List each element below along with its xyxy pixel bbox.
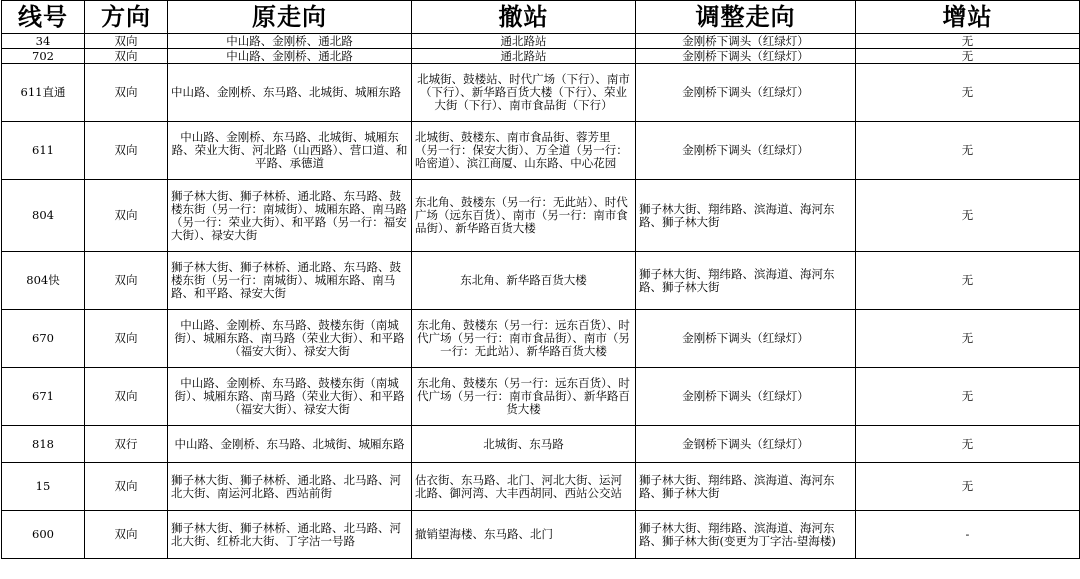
cell-added-stops: 无	[856, 426, 1080, 463]
cell-added-stops: 无	[856, 310, 1080, 368]
cell-original-route: 中山路、金刚桥、东马路、鼓楼东街（南城街）、城厢东路、南马路（荣业大街）、和平路（福安大街）、禄安大街	[168, 368, 412, 426]
cell-direction: 双行	[85, 426, 168, 463]
cell-adjusted-route: 金刚桥下调头（红绿灯）	[636, 49, 856, 64]
cell-added-stops: 无	[856, 180, 1080, 252]
cell-adjusted-route: 金刚桥下调头（红绿灯）	[636, 122, 856, 180]
cell-original-route: 中山路、金刚桥、东马路、鼓楼东街（南城街）、城厢东路、南马路（荣业大街）、和平路（福安大街）、禄安大街	[168, 310, 412, 368]
cell-direction: 双向	[85, 310, 168, 368]
table-row	[2, 34, 1080, 49]
cell-line: 702	[2, 49, 85, 64]
cell-original-route: 中山路、金刚桥、东马路、北城街、城厢东路、荣业大街、河北路（山西路）、营口道、和平路、承德道	[168, 122, 412, 180]
table-row	[2, 252, 1080, 310]
cell-added-stops: -	[856, 511, 1080, 559]
cell-removed-stops: 东北角、鼓楼东（另一行：远东百货）、时代广场（另一行：南市食品街）、新华路百货大楼	[412, 368, 636, 426]
cell-added-stops: 无	[856, 463, 1080, 511]
table-row	[2, 511, 1080, 559]
cell-adjusted-route: 狮子林大街、翔纬路、滨海道、海河东路、狮子林大街	[636, 252, 856, 310]
cell-direction: 双向	[85, 64, 168, 122]
table-row	[2, 368, 1080, 426]
cell-removed-stops: 东北角、鼓楼东（另一行：无此站）、时代广场（远东百货）、南市（另一行：南市食品街）、新华路百货大楼	[412, 180, 636, 252]
cell-adjusted-route: 狮子林大街、翔纬路、滨海道、海河东路、狮子林大街	[636, 463, 856, 511]
table-row	[2, 426, 1080, 463]
table-row	[2, 49, 1080, 64]
table-row	[2, 122, 1080, 180]
cell-direction: 双向	[85, 511, 168, 559]
cell-added-stops: 无	[856, 64, 1080, 122]
cell-adjusted-route: 狮子林大街、翔纬路、滨海道、海河东路、狮子林大街(变更为丁字沽-望海楼)	[636, 511, 856, 559]
cell-original-route: 中山路、金刚桥、东马路、北城街、城厢东路	[168, 426, 412, 463]
cell-line: 611	[2, 122, 85, 180]
table-row	[2, 64, 1080, 122]
cell-line: 671	[2, 368, 85, 426]
cell-adjusted-route: 金钢桥下调头（红绿灯）	[636, 426, 856, 463]
cell-added-stops: 无	[856, 252, 1080, 310]
cell-line: 600	[2, 511, 85, 559]
cell-removed-stops: 估衣街、东马路、北门、河北大街、运河北路、御河湾、大丰西胡同、西站公交站	[412, 463, 636, 511]
cell-direction: 双向	[85, 180, 168, 252]
cell-adjusted-route: 金刚桥下调头（红绿灯）	[636, 368, 856, 426]
cell-adjusted-route: 金刚桥下调头（红绿灯）	[636, 310, 856, 368]
cell-direction: 双向	[85, 122, 168, 180]
header-row	[2, 1, 1080, 34]
cell-original-route: 狮子林大街、狮子林桥、通北路、北马路、河北大街、南运河北路、西站前街	[168, 463, 412, 511]
cell-removed-stops: 撤销望海楼、东马路、北门	[412, 511, 636, 559]
cell-line: 15	[2, 463, 85, 511]
cell-original-route: 中山路、金刚桥、通北路	[168, 34, 412, 49]
cell-adjusted-route: 金刚桥下调头（红绿灯）	[636, 64, 856, 122]
header-line-number: 线号	[2, 1, 85, 34]
cell-adjusted-route: 金刚桥下调头（红绿灯）	[636, 34, 856, 49]
cell-original-route: 中山路、金刚桥、通北路	[168, 49, 412, 64]
header-original-route: 原走向	[168, 1, 412, 34]
cell-line: 670	[2, 310, 85, 368]
table-row	[2, 310, 1080, 368]
cell-direction: 双向	[85, 368, 168, 426]
cell-line: 804	[2, 180, 85, 252]
cell-direction: 双向	[85, 252, 168, 310]
cell-removed-stops: 东北角、鼓楼东（另一行：远东百货）、时代广场（另一行：南市食品街）、南市（另一行：无此站）、新华路百货大楼	[412, 310, 636, 368]
cell-direction: 双向	[85, 463, 168, 511]
header-removed-stops: 撤站	[412, 1, 636, 34]
cell-added-stops: 无	[856, 368, 1080, 426]
cell-original-route: 中山路、金刚桥、东马路、北城街、城厢东路	[168, 64, 412, 122]
header-adjusted-route: 调整走向	[636, 1, 856, 34]
cell-direction: 双向	[85, 34, 168, 49]
cell-line: 804快	[2, 252, 85, 310]
cell-removed-stops: 东北角、新华路百货大楼	[412, 252, 636, 310]
cell-removed-stops: 通北路站	[412, 49, 636, 64]
header-direction: 方向	[85, 1, 168, 34]
cell-removed-stops: 通北路站	[412, 34, 636, 49]
cell-removed-stops: 北城街、东马路	[412, 426, 636, 463]
cell-original-route: 狮子林大街、狮子林桥、通北路、东马路、鼓楼东街（另一行：南城街）、城厢东路、南马路、和平路、禄安大街	[168, 252, 412, 310]
cell-added-stops: 无	[856, 122, 1080, 180]
header-added-stops: 增站	[856, 1, 1080, 34]
cell-line: 34	[2, 34, 85, 49]
cell-added-stops: 无	[856, 49, 1080, 64]
cell-line: 611直通	[2, 64, 85, 122]
table-row	[2, 463, 1080, 511]
cell-added-stops: 无	[856, 34, 1080, 49]
table-row	[2, 180, 1080, 252]
cell-original-route: 狮子林大街、狮子林桥、通北路、东马路、鼓楼东街（另一行：南城街）、城厢东路、南马路（另一行：荣业大街）、和平路（另一行：福安大街）、禄安大街	[168, 180, 412, 252]
cell-removed-stops: 北城街、鼓楼站、时代广场（下行）、南市（下行）、新华路百货大楼（下行）、荣业大街（下行）、南市食品街（下行）	[412, 64, 636, 122]
cell-direction: 双向	[85, 49, 168, 64]
cell-removed-stops: 北城街、鼓楼东、南市食品街、蓉芳里（另一行：保安大街）、万全道（另一行：哈密道）、滨江商厦、山东路、中心花园	[412, 122, 636, 180]
cell-adjusted-route: 狮子林大街、翔纬路、滨海道、海河东路、狮子林大街	[636, 180, 856, 252]
cell-line: 818	[2, 426, 85, 463]
cell-original-route: 狮子林大街、狮子林桥、通北路、北马路、河北大街、红桥北大街、丁字沽一号路	[168, 511, 412, 559]
route-adjustment-table	[1, 0, 1080, 559]
